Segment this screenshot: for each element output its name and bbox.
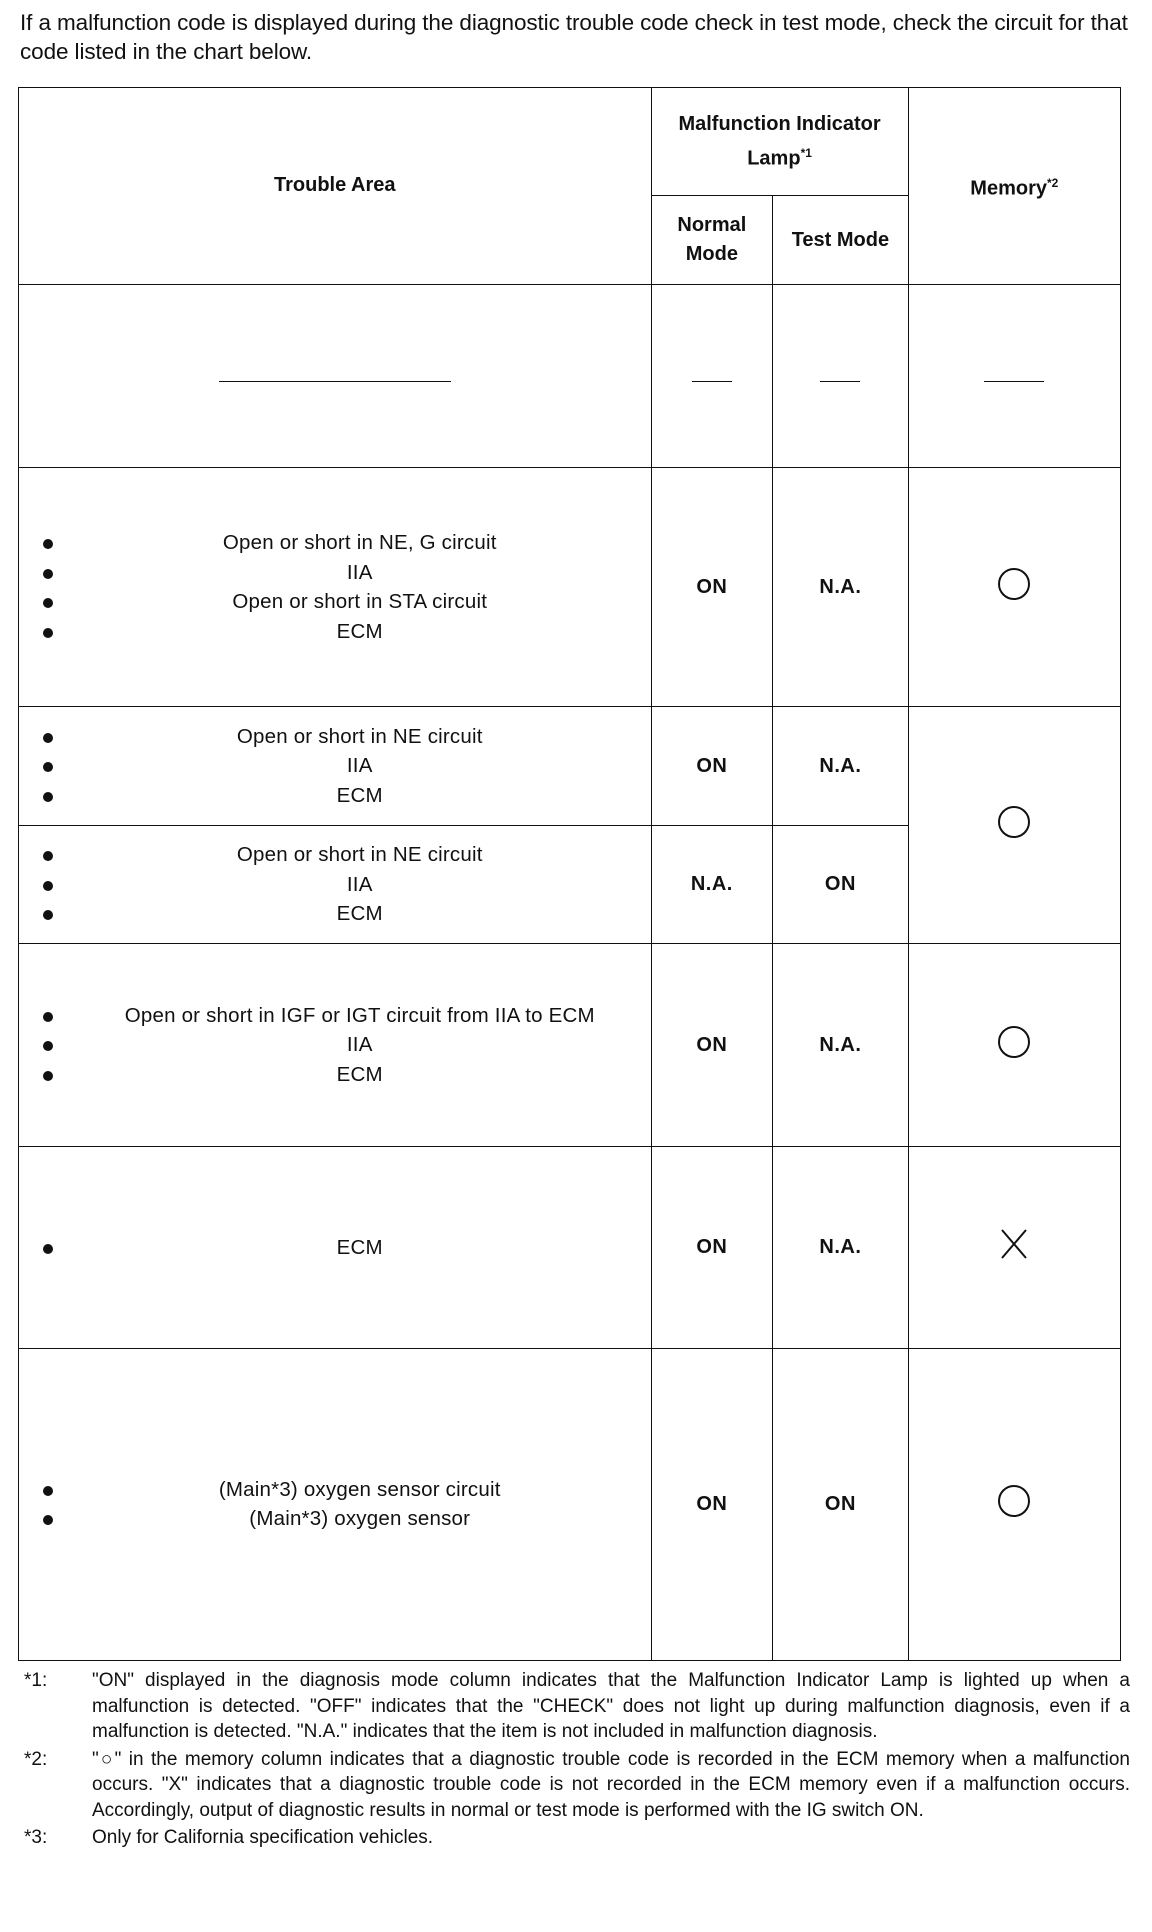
header-memory: Memory$^{*2}$ — [908, 88, 1120, 285]
test-mode-cell — [773, 284, 908, 468]
trouble-item: Open or short in NE circuit — [41, 722, 651, 752]
memory-cell — [908, 284, 1120, 468]
trouble-item: (Main*3) oxygen sensor — [41, 1504, 651, 1534]
trouble-area-cell — [19, 1348, 652, 1660]
footnote — [20, 1747, 1130, 1824]
normal-mode-cell — [651, 284, 773, 468]
footnote-text: Only for California specification vehicles. — [92, 1827, 434, 1848]
trouble-item: ECM — [41, 617, 651, 647]
test-mode-cell: N.A. — [773, 944, 908, 1147]
footnote-text: "ON" displayed in the diagnosis mode column indicates that the Malfunction Indicator Lamp is lighted up when a malfunction is detected. "OFF" indicates that the "CHECK" does not light up during malfunction diagnosis, even if a malfunction is detected. "N.A." indicates that the item is not included in malfunction diagnosis. — [92, 1670, 1130, 1742]
footnote — [20, 1825, 1130, 1851]
blank-dash — [984, 381, 1044, 382]
normal-mode-cell: ON — [651, 1348, 773, 1660]
footnote-label: *2: — [24, 1748, 48, 1770]
table-row — [19, 1146, 1121, 1348]
table-row — [19, 944, 1121, 1147]
footnote-label: *1: — [24, 1670, 48, 1691]
footnote-text: "○" in the memory column indicates that a diagnostic trouble code is recorded in the ECM memory when a malfunction occurs. "X" indicates that a diagnostic trouble code is not recorded in the ECM memory even if a malfunction occurs. Accordingly, output of diagnostic results in normal or test mode is performed with the IG switch ON. — [92, 1748, 1130, 1821]
memory-cell — [908, 707, 1120, 944]
footnotes — [20, 1668, 1130, 1853]
trouble-item: IIA — [41, 558, 651, 588]
trouble-item: IIA — [41, 870, 651, 900]
memory-circle-icon — [996, 1483, 1032, 1519]
test-mode-cell: N.A. — [773, 468, 908, 707]
trouble-item: ECM — [41, 1233, 651, 1263]
memory-cross-icon — [997, 1227, 1031, 1261]
normal-mode-cell: ON — [651, 944, 773, 1147]
memory-cell — [908, 944, 1120, 1147]
trouble-code-chart — [18, 87, 1121, 1661]
trouble-area-cell — [19, 284, 652, 468]
table-row — [19, 284, 1121, 468]
memory-circle-icon — [996, 804, 1032, 840]
memory-cell — [908, 468, 1120, 707]
table-row — [19, 1348, 1121, 1660]
trouble-item: IIA — [41, 1030, 651, 1060]
trouble-item: Open or short in STA circuit — [41, 587, 651, 617]
test-mode-cell: ON — [773, 1348, 908, 1660]
trouble-item: Open or short in IGF or IGT circuit from IIA to ECM — [41, 1001, 651, 1031]
trouble-item: Open or short in NE, G circuit — [41, 528, 651, 558]
trouble-item: ECM — [41, 781, 651, 811]
header-normal-mode: Normal Mode — [651, 196, 773, 284]
memory-circle-icon — [996, 566, 1032, 602]
trouble-area-cell — [19, 468, 652, 707]
trouble-area-cell — [19, 825, 652, 943]
test-mode-cell: ON — [773, 825, 908, 943]
blank-dash — [692, 381, 732, 382]
normal-mode-cell: ON — [651, 707, 773, 825]
header-test-mode: Test Mode — [773, 196, 908, 284]
trouble-item: Open or short in NE circuit — [41, 840, 651, 870]
blank-dash — [219, 381, 451, 382]
test-mode-cell: N.A. — [773, 707, 908, 825]
trouble-item: (Main*3) oxygen sensor circuit — [41, 1475, 651, 1505]
test-mode-cell: N.A. — [773, 1146, 908, 1348]
trouble-item: ECM — [41, 899, 651, 929]
table-row — [19, 707, 1121, 825]
table-row — [19, 468, 1121, 707]
memory-circle-icon — [996, 1024, 1032, 1060]
trouble-area-cell — [19, 944, 652, 1147]
memory-cell — [908, 1146, 1120, 1348]
normal-mode-cell: N.A. — [651, 825, 773, 943]
trouble-area-cell — [19, 1146, 652, 1348]
trouble-item: IIA — [41, 751, 651, 781]
normal-mode-cell: ON — [651, 468, 773, 707]
trouble-area-cell — [19, 707, 652, 825]
header-trouble-area: Trouble Area — [19, 88, 652, 285]
footnote — [20, 1668, 1130, 1745]
normal-mode-cell: ON — [651, 1146, 773, 1348]
memory-cell — [908, 1348, 1120, 1660]
intro-text: If a malfunction code is displayed during the diagnostic trouble code check in test mode, check the circuit for that code listed in the chart below. — [20, 10, 1128, 64]
footnote-label: *3: — [24, 1827, 48, 1848]
header-mil: Malfunction Indicator Lamp$^{*1}$ — [651, 88, 908, 196]
blank-dash — [820, 381, 860, 382]
trouble-item: ECM — [41, 1060, 651, 1090]
